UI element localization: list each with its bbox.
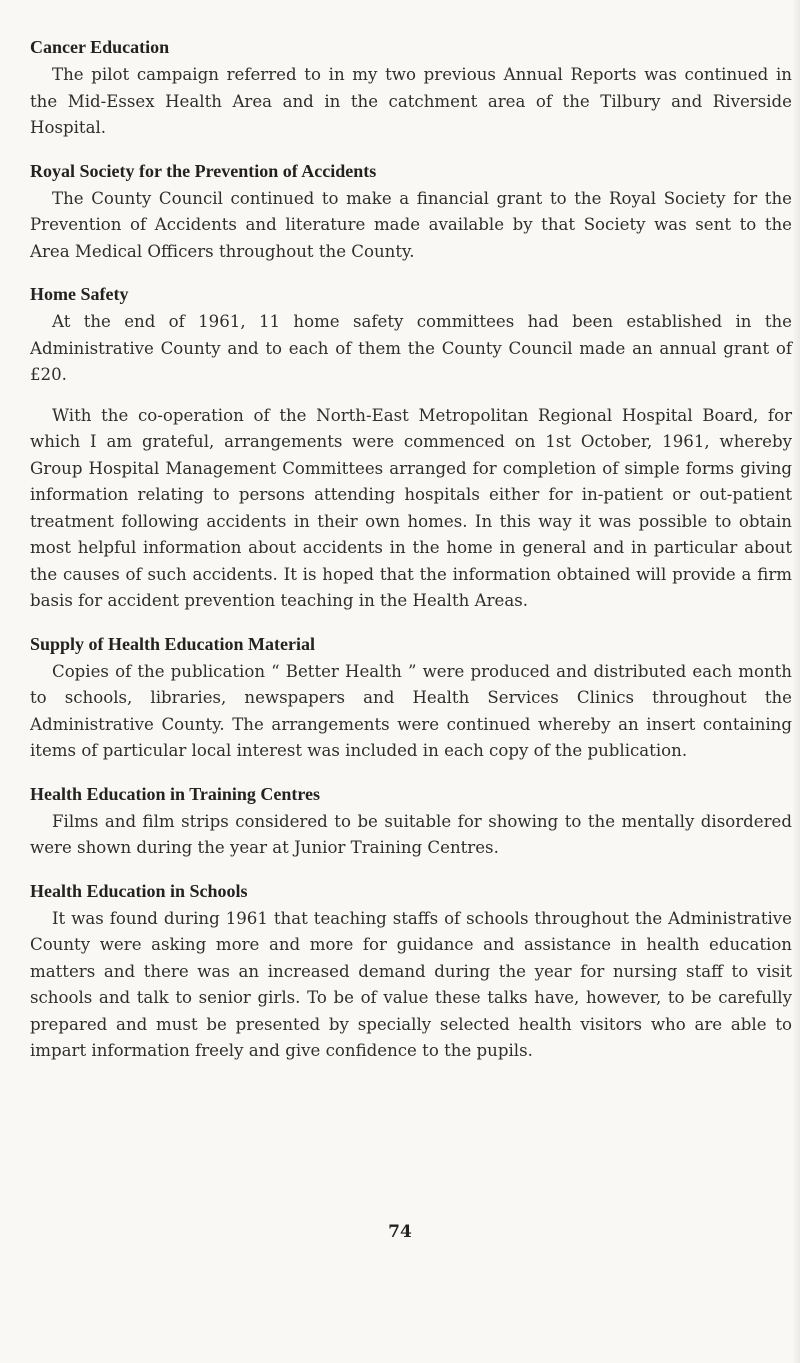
paragraph: Films and film strips considered to be suitable for showing to the mentally disordered were shown during the year at Junior Training Centres. xyxy=(30,811,792,857)
section-heading: Supply of Health Education Material xyxy=(30,633,316,654)
paragraph: The County Council continued to make a financial grant to the Royal Society for the Prevention of Accidents and literature made available by that Society was sent to the Area Medical Officers throughout the County. xyxy=(30,188,792,261)
section-heading: Home Safety xyxy=(30,284,129,304)
section-heading: Royal Society for the Prevention of Accidents xyxy=(30,160,377,181)
page-number: 74 xyxy=(388,1222,412,1242)
section-health-education-material xyxy=(30,631,792,765)
section-training-centres xyxy=(30,781,792,862)
section-heading: Cancer Education xyxy=(30,37,170,57)
paragraph: It was found during 1961 that teaching staffs of schools throughout the Administrative County were asking more and more for guidance and assistance in health education matters and there was an increased demand during the year for nursing staff to visit schools and talk to senior girls. To be of value these talks have, however, to be carefully prepared and must be presented by specially selected health visitors who are able to impart information freely and give confidence to the pupils. xyxy=(30,908,792,1060)
paragraph: At the end of 1961, 11 home safety committees had been established in the Administrative County and to each of them the County Council made an annual grant of £20. xyxy=(30,312,792,384)
section-heading: Health Education in Training Centres xyxy=(30,783,321,804)
section-home-safety xyxy=(30,281,792,615)
page-content xyxy=(30,34,792,1081)
section-royal-society xyxy=(30,158,792,266)
section-schools xyxy=(30,878,792,1065)
paragraph: With the co-operation of the North-East Metropolitan Regional Hospital Board, for which I am grateful, arrangements were commenced on 1st October, 1961, whereby Group Hospital Management Committees arranged for completion of simple forms giving information relating to persons attending hospitals either for in-patient or out-patient treatment following accidents in their own homes. In this way it was possible to obtain most helpful information about accidents in the home in general and in particular about the causes of such accidents. It is hoped that the information obtained will provide a firm basis for accident prevention teaching in the Health Areas. xyxy=(30,405,792,610)
paragraph: Copies of the publication “ Better Health ” were produced and distributed each month to schools, libraries, newspapers and Health Services Clinics throughout the Administrative County. The arrangements were continued whereby an insert containing items of particular local interest was included in each copy of the publication. xyxy=(30,661,792,760)
section-cancer-education xyxy=(30,34,792,142)
page-edge-shadow xyxy=(792,0,800,1363)
section-heading: Health Education in Schools xyxy=(30,880,248,901)
paragraph: The pilot campaign referred to in my two previous Annual Reports was continued in the Mid-Essex Health Area and in the catchment area of the Tilbury and Riverside Hospital. xyxy=(30,65,792,137)
